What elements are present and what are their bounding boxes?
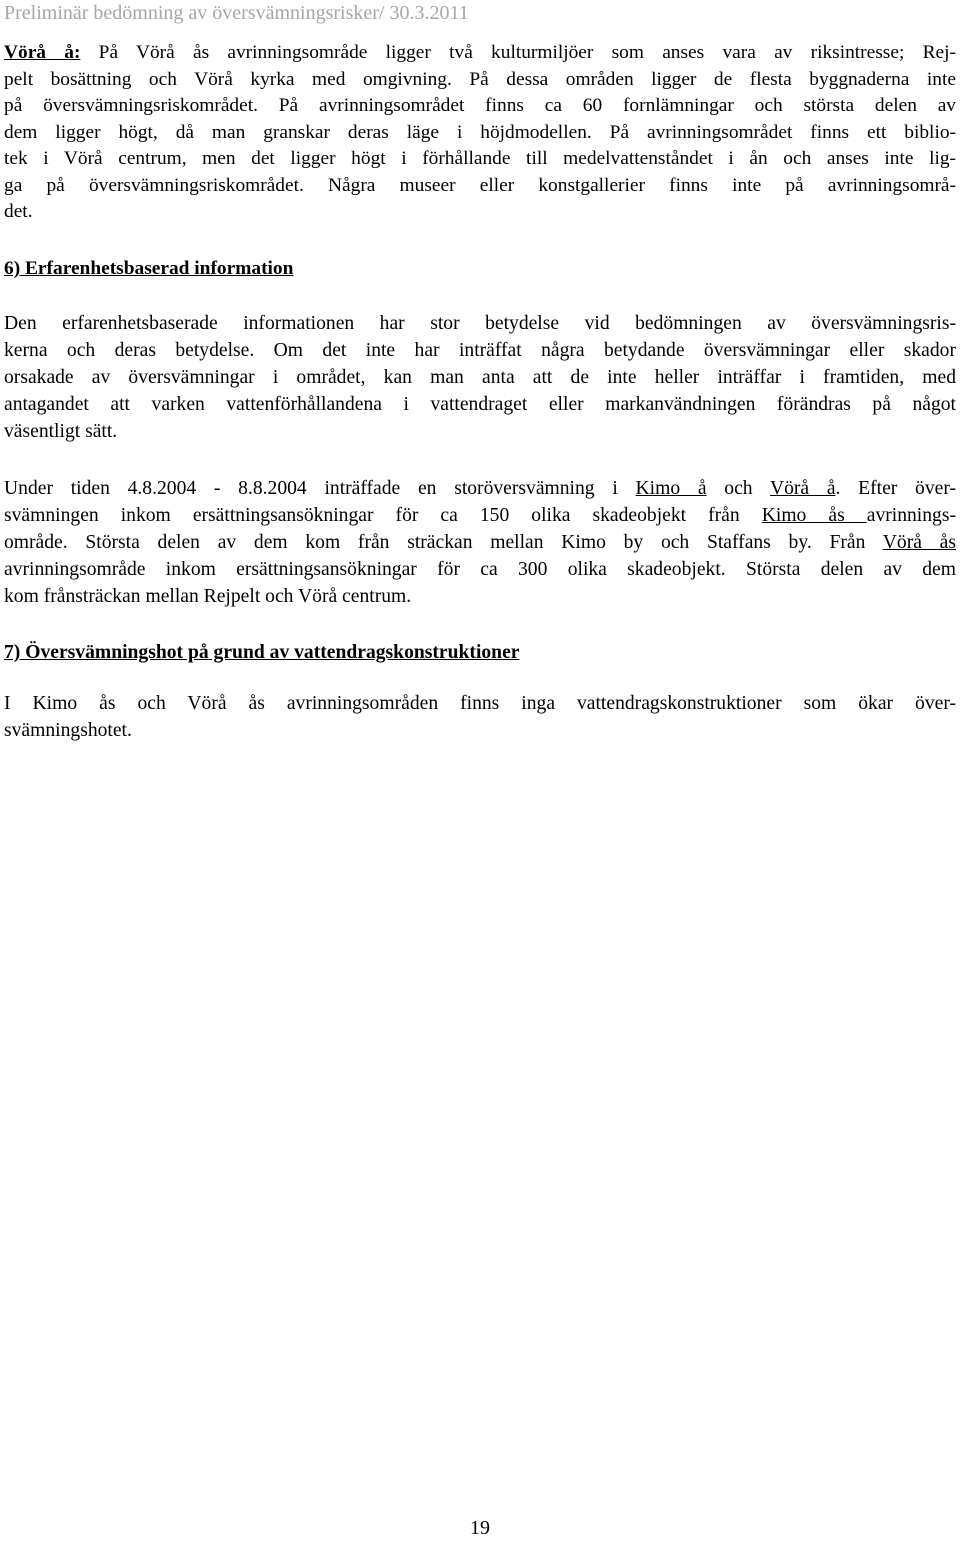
page-number: 19 [470, 1517, 490, 1539]
paragraph-line: svämningen inkom ersättningsansökningar för ca 150 olika skadeobjekt från Kimo ås avrinnings- [4, 505, 956, 526]
paragraph-line: kerna och deras betydelse. Om det inte har inträffat några betydande översvämningar eller skador [4, 340, 956, 361]
paragraph-line: orsakade av översvämningar i området, kan man anta att de inte heller inträffar i framtiden, med [4, 367, 956, 388]
paragraph-line: svämningshotet. [4, 720, 132, 741]
paragraph-line: dem ligger högt, då man granskar deras läge i höjdmodellen. På avrinningsområdet finns ett biblio- [4, 121, 956, 143]
paragraph-line: Under tiden 4.8.2004 - 8.8.2004 inträffade en storöversvämning i Kimo å och Vörå å. Efter över- [4, 478, 956, 499]
running-header: Preliminär bedömning av översvämningsrisker/ 30.3.2011 [4, 2, 469, 24]
paragraph-line: ga på översvämningsriskområdet. Några museer eller konstgallerier finns inte på avrinningsområ- [4, 174, 956, 196]
section-7-heading: 7) Översvämningshot på grund av vattendragskonstruktioner [4, 642, 520, 663]
paragraph-line: på översvämningsriskområdet. På avrinningsområdet finns ca 60 fornlämningar och största delen av [4, 95, 956, 116]
paragraph-line: det. [4, 201, 33, 222]
section-6-heading: 6) Erfarenhetsbaserad information [4, 258, 294, 279]
paragraph-line: område. Största delen av dem kom från sträckan mellan Kimo by och Staffans by. Från Vörå ås [4, 532, 956, 553]
vora-a-reference: Vörå å [769, 478, 836, 499]
vora-a-paragraph [4, 40, 956, 226]
paragraph-line: väsentligt sätt. [4, 421, 118, 442]
paragraph-line: tek i Vörå centrum, men det ligger högt i förhållande till medelvattenståndet i ån och anses inte lig- [4, 148, 956, 169]
paragraph-line: Den erfarenhetsbaserade informationen har stor betydelse vid bedömningen av översvämningsris- [4, 313, 956, 334]
paragraph-line: antagandet att varken vattenförhållandena i vattendraget eller markanvändningen förändras på något [4, 394, 956, 415]
kimo-a-reference: Kimo å [635, 478, 707, 499]
vora-as-reference: Vörå ås [882, 532, 956, 553]
paragraph-line: pelt bosättning och Vörå kyrka med omgivning. På dessa områden ligger de flesta byggnaderna inte [4, 68, 956, 90]
vora-a-label: Vörå å: [4, 42, 81, 63]
paragraph-line: I Kimo ås och Vörå ås avrinningsområden finns inga vattendragskonstruktioner som ökar över- [4, 693, 956, 714]
paragraph-line: kom frånsträckan mellan Rejpelt och Vörå centrum. [4, 586, 412, 607]
paragraph-line: Vörå å: På Vörå ås avrinningsområde ligger två kulturmiljöer som anses vara av riksintresse; Rej- [4, 42, 956, 63]
flood-2004-paragraph [4, 475, 956, 610]
section-6-paragraph [4, 310, 956, 445]
section-7-paragraph [4, 690, 956, 744]
kimo-as-reference: Kimo ås [761, 505, 867, 526]
paragraph-line: avrinningsområde inkom ersättningsansökningar för ca 300 olika skadeobjekt. Största delen av dem [4, 559, 956, 580]
